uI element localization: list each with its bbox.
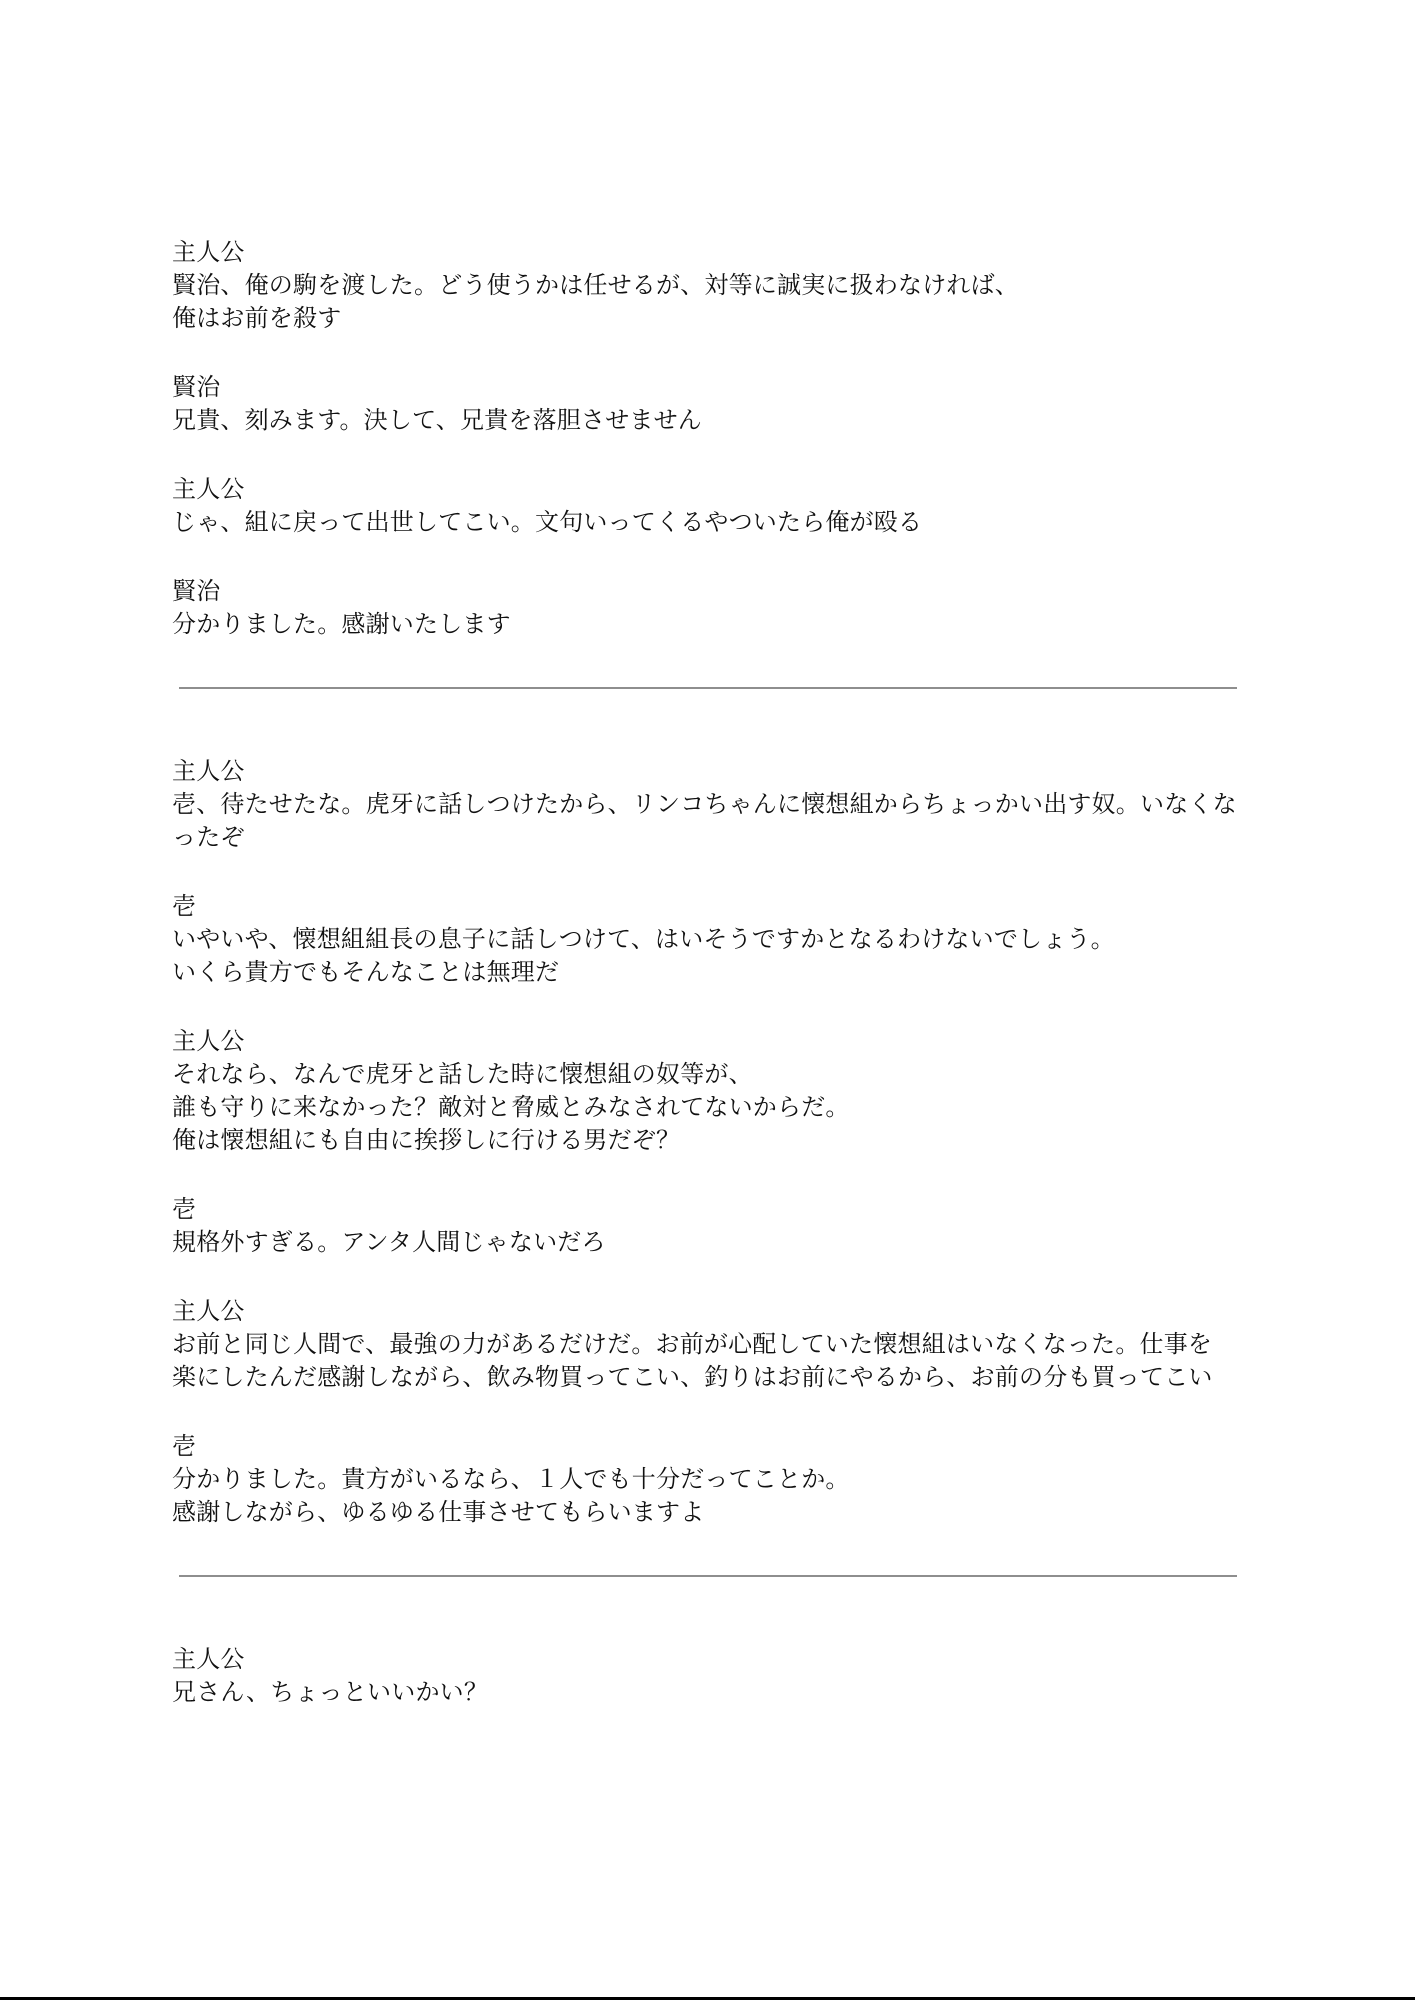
dialogue-block: [172, 1295, 1252, 1394]
dialogue-line: 誰も守りに来なかった？敵対と脅威とみなされてないからだ。: [172, 1093, 850, 1121]
speaker-name: 主人公: [172, 1027, 245, 1055]
dialogue-line: 兄貴、刻みます。決して、兄貴を落胆させません: [172, 406, 702, 434]
dialogue-line: 兄さん、ちょっといいかい？: [172, 1678, 489, 1706]
dialogue-block: [172, 1193, 1252, 1259]
speaker-name: 主人公: [172, 475, 245, 503]
scene-divider-wrap: [172, 641, 1252, 755]
dialogue-block: [172, 1643, 1252, 1709]
scene-1: [172, 236, 1252, 641]
speaker-name: 壱: [172, 1195, 197, 1223]
dialogue-line: いやいや、懐想組組長の息子に話しつけて、はいそうですかとなるわけないでしょう。: [172, 925, 1115, 953]
dialogue-line: 壱、待たせたな。虎牙に話しつけたから、リンコちゃんに懐想組からちょっかい出す奴。いなくなったぞ: [172, 790, 1237, 851]
dialogue-line: 楽にしたんだ感謝しながら、飲み物買ってこい、釣りはお前にやるから、お前の分も買ってこい: [172, 1363, 1213, 1391]
speaker-name: 主人公: [172, 238, 245, 266]
dialogue-block: [172, 473, 1252, 539]
speaker-name: 賢治: [172, 577, 221, 605]
dialogue-line: 俺はお前を殺す: [172, 304, 342, 332]
scene-divider: [179, 687, 1237, 689]
scene-2: [172, 755, 1252, 1529]
dialogue-block: [172, 236, 1252, 335]
dialogue-line: じゃ、組に戻って出世してこい。文句いってくるやついたら俺が殴る: [172, 508, 923, 536]
speaker-name: 主人公: [172, 1297, 245, 1325]
speaker-name: 壱: [172, 1432, 197, 1460]
scene-divider: [179, 1575, 1237, 1577]
dialogue-line: 俺は懐想組にも自由に挨拶しに行ける男だぞ？: [172, 1126, 681, 1154]
scene-divider-wrap: [172, 1529, 1252, 1643]
speaker-name: 主人公: [172, 1645, 245, 1673]
dialogue-line: 分かりました。感謝いたします: [172, 610, 511, 638]
dialogue-block: [172, 755, 1252, 854]
dialogue-line: いくら貴方でもそんなことは無理だ: [172, 958, 560, 986]
dialogue-line: 賢治、俺の駒を渡した。どう使うかは任せるが、対等に誠実に扱わなければ、: [172, 271, 1019, 299]
speaker-name: 壱: [172, 892, 197, 920]
dialogue-line: 規格外すぎる。アンタ人間じゃないだろ: [172, 1228, 606, 1256]
dialogue-block: [172, 371, 1252, 437]
speaker-name: 主人公: [172, 757, 245, 785]
dialogue-line: 感謝しながら、ゆるゆる仕事させてもらいますよ: [172, 1498, 705, 1526]
dialogue-line: お前と同じ人間で、最強の力があるだけだ。お前が心配していた懐想組はいなくなった。仕事を: [172, 1330, 1213, 1358]
dialogue-block: [172, 1025, 1252, 1157]
dialogue-line: それなら、なんで虎牙と話した時に懐想組の奴等が、: [172, 1060, 753, 1088]
dialogue-block: [172, 575, 1252, 641]
dialogue-block: [172, 890, 1252, 989]
speaker-name: 賢治: [172, 373, 221, 401]
dialogue-line: 分かりました。貴方がいるなら、１人でも十分だってことか。: [172, 1465, 850, 1493]
scene-3: [172, 1643, 1252, 1709]
dialogue-block: [172, 1430, 1252, 1529]
script-content: [172, 236, 1252, 1709]
